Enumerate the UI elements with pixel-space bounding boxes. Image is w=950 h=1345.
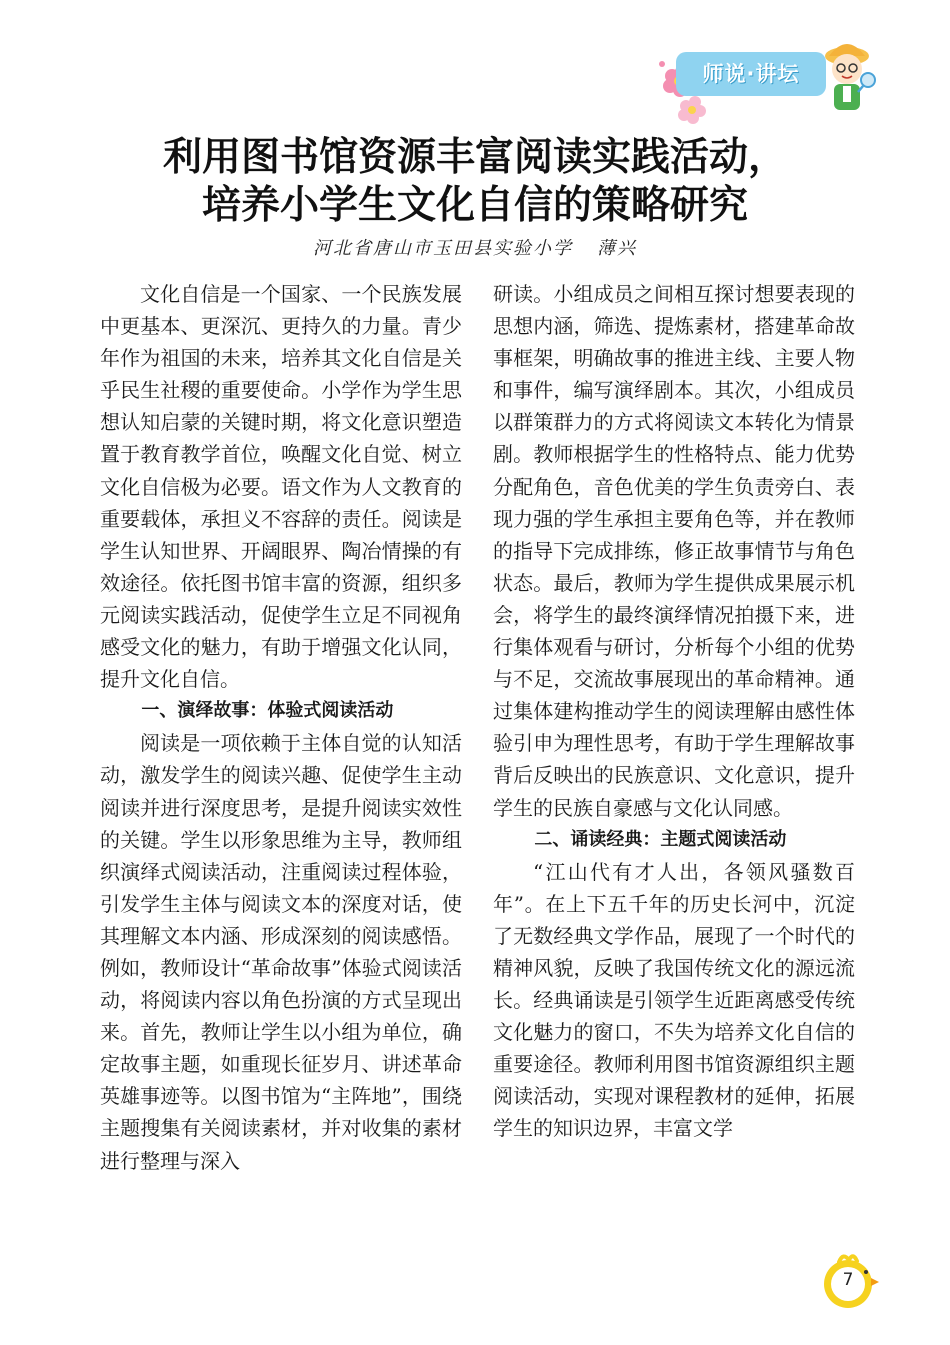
section-heading-2: 二、诵读经典：主题式阅读活动 (534, 828, 787, 850)
section2-paragraph: “江山代有才人出，各领风骚数百年”。在上下五千年的历史长河中，沉淀了无数经典文学作品，展现了一个时代的精神风貌，反映了我国传统文化的源远流长。经典诵读是引领学生近距离感受传统文化魅力的窗口，不失为培养文化自信的重要途径。教师利用图书馆资源组织主题阅读活动，实现对课程教材的延伸，拓展学生的知识边界，丰富文学 (493, 859, 855, 1141)
intro-paragraph: 文化自信是一个国家、一个民族发展中更基本、更深沉、更持久的力量。青少年作为祖国的未来，培养其文化自信是关乎民生社稷的重要使命。小学作为学生思想认知启蒙的关键时期，将文化意识塑造置于教育教学首位，唤醒文化自觉、树立文化自信极为必要。语文作为人文教育的重要载体，承担义不容辞的责任。阅读是学生认知世界、开阔眼界、陶冶情操的有效途径。依托图书馆丰富的资源，组织多元阅读实践活动，促使学生立足不同视角感受文化的魅力，有助于增强文化认同，提升文化自信。 (100, 282, 462, 692)
right-column (493, 278, 855, 1145)
column-tag (676, 52, 826, 96)
byline (0, 234, 950, 260)
page-number: 7 (842, 1270, 854, 1290)
column-tag-label: 师说·讲坛 (702, 62, 800, 86)
column-banner (650, 36, 880, 116)
author-affiliation: 河北省唐山市玉田县实验小学 (313, 238, 573, 259)
section-heading-1: 一、演绎故事：体验式阅读活动 (141, 700, 394, 722)
left-column (100, 278, 462, 1177)
author-name: 薄兴 (597, 238, 637, 259)
article-title-line1: 利用图书馆资源丰富阅读实践活动， (162, 135, 787, 180)
teacher-mascot-icon (812, 36, 882, 116)
section1-continued-paragraph: 研读。小组成员之间相互探讨想要表现的思想内涵，筛选、提炼素材，搭建革命故事框架，明确故事的推进主线、主要人物和事件，编写演绎剧本。其次，小组成员以群策群力的方式将阅读文本转化为情景剧。教师根据学生的性格特点、能力优势分配角色，音色优美的学生负责旁白、表现力强的学生承担主要角色等，并在教师的指导下完成排练，修正故事情节与角色状态。最后，教师为学生提供成果展示机会，将学生的最终演绎情况拍摄下来，进行集体观看与研讨，分析每个小组的优势与不足，交流故事展现出的革命精神。通过集体建构推动学生的阅读理解由感性体验引申为理性思考，有助于学生理解故事背后反映出的民族意识、文化意识，提升学生的民族自豪感与文化认同感。 (493, 282, 855, 820)
article-title-line2: 培养小学生文化自信的策略研究 (201, 183, 748, 228)
section1-paragraph: 阅读是一项依赖于主体自觉的认知活动，激发学生的阅读兴趣、促使学生主动阅读并进行深度思考，是提升阅读实效性的关键。学生以形象思维为主导，教师组织演绎式阅读活动，注重阅读过程体验，引发学生主体与阅读文本的深度对话，使其理解文本内涵、形成深刻的阅读感悟。例如，教师设计“革命故事”体验式阅读活动，将阅读内容以角色扮演的方式呈现出来。首先，教师让学生以小组为单位，确定故事主题，如重现长征岁月、讲述革命英雄事迹等。以图书馆为“主阵地”，围绕主题搜集有关阅读素材，并对收集的素材进行整理与深入 (100, 731, 462, 1173)
